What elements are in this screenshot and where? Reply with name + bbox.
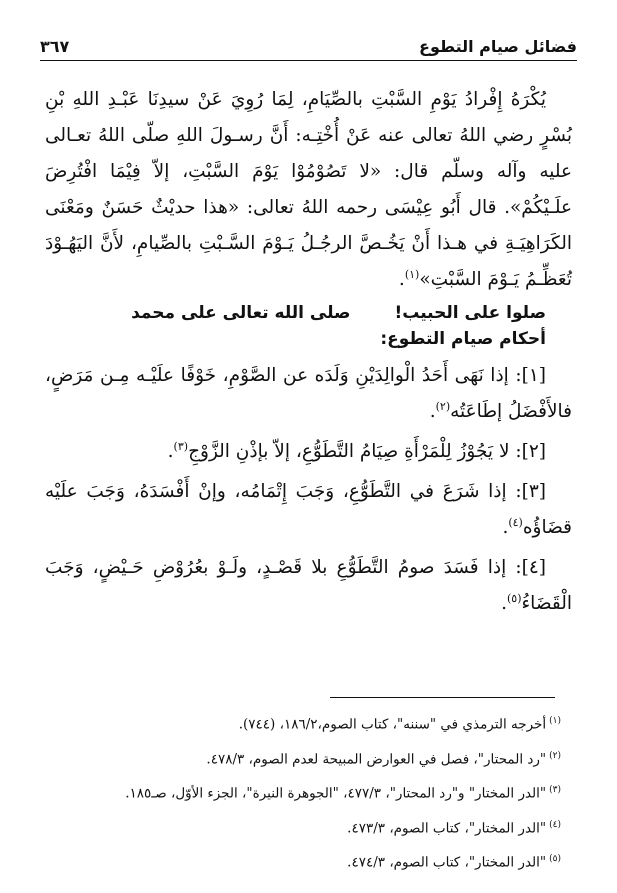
footnote-1: $^{(١)}$أخرجه الترمذي في "سننه"، كتاب الصوم،١٨٦/٢، (٧٤٤).: [238, 716, 561, 733]
footnote-3: $^{(٣)}$"الدر المختار" و"رد المحتار"، ٤٧٧/٣، "الجوهرة النيرة"، الجزء الأوّل، صـ١٨٥.: [125, 785, 561, 802]
item-text: : إذا نَهَى أَحَدُ الْوالِدَيْنِ وَلَدَه عن الصَّوْمِ، خَوْفًا علَيْـه مِـن مَرَضٍ، فالأَفْضَلُ إطَاعَتُه: [45, 365, 572, 422]
paragraph-1-text: يُكْرَهُ إِفْرادُ يَوْمِ السَّبْتِ بالصِّيَامِ، لِمَا رُوِيَ عَنْ سيدِنَا عَبْـدِ اللهِ بْنِ بُسْرٍ رضي اللهُ تعالى عنه عَنْ أُخْتِـه: أَنَّ رسـولَ اللهِ صلّى اللهُ تعـالى عليه وآله وسلّم قال: «لا تَصُوْمُوْا يَوْمَ السَّبْتِ، إلاّ فِيْمَا افْتُرِضَ علَـيْكُمْ». قال أَبُو عِيْسَى رحمه اللهُ تعالى: «هذا حديْثٌ حَسَنٌ ومَعْنَى الكَرَاهِيَـةِ في هـذا أَنْ يَخُـصَّ الرجُـلُ يَـوْمَ السَّـبْتِ بالصِّيامِ، لأَنَّ اليَهُـوْدَ تُعَظِّـمُ يَـوْمَ السَّبْتِ»: [45, 89, 572, 290]
footnote-5: $^{(٥)}$"الدر المختار"، كتاب الصوم، ٤٧٤/٣.: [347, 854, 561, 871]
header-rule: [40, 60, 577, 61]
item-text: : لا يَجُوْزُ لِلْمَرْأَةِ صِيَامُ التَّطَوُّعِ، إلاّ بإذْنِ الزَّوْجِ: [188, 441, 522, 462]
salawat-line: [45, 300, 572, 326]
salawat-right: صلى الله تعالى على محمد: [131, 303, 351, 323]
footnote-ref-5: (٥): [506, 591, 522, 605]
ruling-item-2: [٢]: لا يَجُوْزُ لِلْمَرْأَةِ صِيَامُ التَّطَوُّعِ، إلاّ بإذْنِ الزَّوْجِ$^{(٣)}$.: [167, 439, 546, 462]
page-number: ٣٦٧: [40, 37, 70, 56]
item-number: [٣]: [521, 481, 546, 502]
footnotes: [40, 706, 575, 879]
footnote-4: $^{(٤)}$"الدر المختار"، كتاب الصوم، ٤٧٣/٣.: [347, 819, 561, 836]
item-number: [٤]: [521, 557, 546, 578]
item-number: [٢]: [521, 441, 546, 462]
ruling-item-4: [٤]: إذا فَسَدَ صومُ التَّطَوُّعِ بلا قَصْـدٍ، ولَـوْ بعُرُوْضِ حَـيْضٍ، وَجَبَ الْقَضَاءُ$^{(٥)}$.: [45, 557, 572, 614]
item-text: : إذا شَرَعَ في التَّطَوُّعِ، وَجَبَ إِتْمَامُه، وإنْ أَفْسَدَهُ، وَجَبَ علَيْه قضَاؤُه: [45, 481, 572, 538]
footnote-ref-1: (١): [404, 267, 420, 281]
paragraph-1: يُكْرَهُ إِفْرادُ يَوْمِ السَّبْتِ بالصِّيَامِ، لِمَا رُوِيَ عَنْ سيدِنَا عَبْـدِ اللهِ بْنِ بُسْرٍ رضي اللهُ تعالى عنه عَنْ أُخْتِـه: أَنَّ رسـولَ اللهِ صلّى اللهُ تعـالى عليه وآله وسلّم قال: «لا تَصُوْمُوْا يَوْمَ السَّبْتِ، إلاّ فِيْمَا افْتُرِضَ علَـيْكُمْ». قال أَبُو عِيْسَى رحمه اللهُ تعالى: «هذا حديْثٌ حَسَنٌ ومَعْنَى الكَرَاهِيَـةِ في هـذا أَنْ يَخُـصَّ الرجُـلُ يَـوْمَ السَّـبْتِ بالصِّيامِ، لأَنَّ اليَهُـوْدَ تُعَظِّـمُ يَـوْمَ السَّبْتِ»$^{(١)}$.: [45, 89, 572, 290]
header-title: فضائل صيام التطوع: [419, 37, 577, 56]
section-heading: أحكام صيام التطوع:: [380, 329, 546, 349]
ruling-item-3: [٣]: إذا شَرَعَ في التَّطَوُّعِ، وَجَبَ إِتْمَامُه، وإنْ أَفْسَدَهُ، وَجَبَ علَيْه قضَاؤُه$^{(٤)}$.: [45, 481, 572, 538]
item-number: [١]: [521, 365, 546, 386]
ruling-item-1: [١]: إذا نَهَى أَحَدُ الْوالِدَيْنِ وَلَدَه عن الصَّوْمِ، خَوْفًا علَيْـه مِـن مَرَضٍ، فالأَفْضَلُ إطَاعَتُه$^{(٢)}$.: [45, 365, 572, 422]
footnote-2: $^{(٢)}$"رد المحتار"، فصل في العوارض المبيحة لعدم الصوم، ٤٧٨/٣.: [206, 750, 561, 767]
salawat-left: صلوا على الحبيب!: [394, 303, 546, 323]
footnote-separator: [330, 697, 555, 698]
footnote-ref-3: (٣): [173, 439, 189, 453]
footnote-ref-4: (٤): [508, 515, 523, 529]
item-text: : إذا فَسَدَ صومُ التَّطَوُّعِ بلا قَصْـدٍ، ولَـوْ بعُرُوْضِ حَـيْضٍ، وَجَبَ الْقَضَاءُ: [45, 557, 572, 614]
running-header: [40, 26, 577, 56]
footnote-ref-2: (٢): [435, 399, 451, 413]
main-text: [45, 82, 572, 622]
